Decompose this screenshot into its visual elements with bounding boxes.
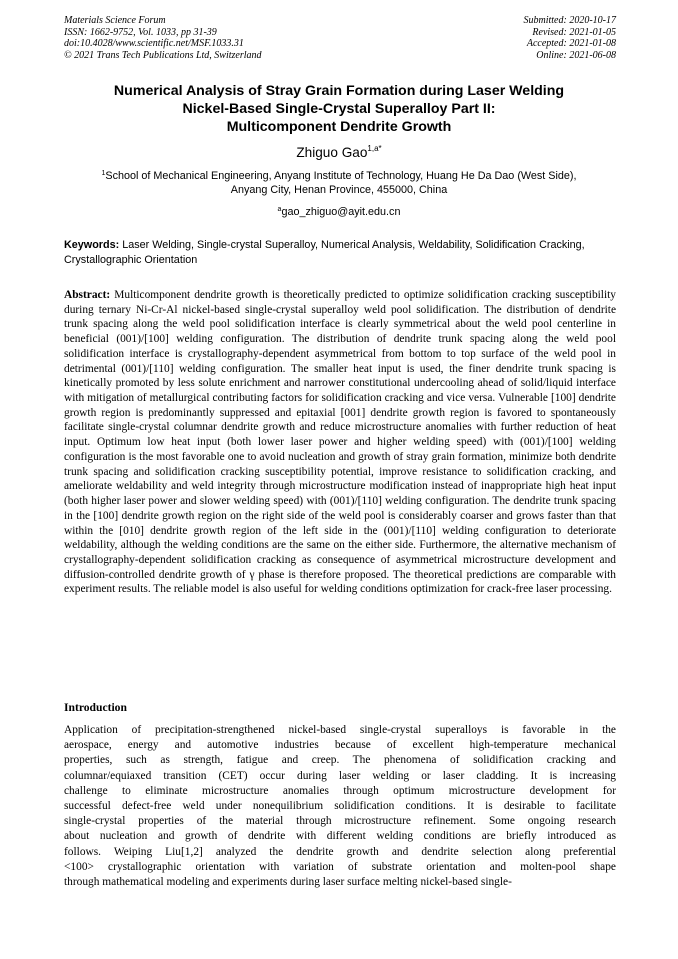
- author-name: Zhiguo Gao: [296, 145, 368, 160]
- author: [0, 144, 678, 161]
- author-affiliation-marker: 1,a*: [367, 144, 382, 153]
- email-address: gao_zhiguo@ayit.edu.cn: [281, 206, 401, 218]
- affiliation-line: School of Mechanical Engineering, Anyang Institute of Technology, Huang He Da Dao (West Side),: [105, 170, 577, 182]
- email-marker: a: [277, 206, 282, 213]
- introduction-line: aerospace, energy and automotive industries because of excellent high-temperature mechanical: [64, 739, 616, 752]
- introduction-line: challenge to eliminate microstructure anomalies through optimum microstructure development for: [64, 784, 616, 797]
- introduction-line: successful defect-free weld under nonequilibrium solidification conditions. It is desirable to facilitate: [64, 800, 616, 813]
- keywords: [64, 238, 616, 267]
- title-line: Nickel-Based Single-Crystal Superalloy Part II:: [182, 101, 496, 117]
- introduction-line: through mathematical modeling and experiments during laser surface melting nickel-based single-: [64, 876, 512, 889]
- introduction-heading: Introduction: [64, 701, 127, 714]
- introduction-body: [64, 723, 616, 890]
- affiliation-line: Anyang City, Henan Province, 455000, China: [230, 184, 448, 196]
- introduction-line: columnar/equiaxed transition (CET) occur during laser welding or laser cladding. It is increasing: [64, 769, 616, 782]
- online-date: Online: 2021-06-08: [536, 49, 616, 61]
- journal-info: [64, 15, 262, 61]
- introduction-line: <100> crystallographic orientation with variation of substrate orientation and molten-pool shape: [64, 860, 616, 873]
- affiliation-marker: 1: [101, 170, 106, 177]
- title-line: Multicomponent Dendrite Growth: [226, 119, 452, 135]
- introduction-line: follows. Weiping Liu[1,2] analyzed the dendrite growth and dendrite selection along preferential: [64, 845, 616, 858]
- accepted-date: Accepted: 2021-01-08: [526, 38, 616, 49]
- keywords-label: Keywords:: [64, 239, 120, 251]
- abstract-label: Abstract:: [64, 289, 111, 301]
- abstract: [64, 288, 616, 597]
- paper-title: [40, 82, 638, 136]
- publication-dates: [524, 15, 617, 61]
- title-line: Numerical Analysis of Stray Grain Formation during Laser Welding: [113, 83, 565, 99]
- issn-line: ISSN: 1662-9752, Vol. 1033, pp 31-39: [64, 26, 217, 38]
- abstract-text: Multicomponent dendrite growth is theoretically predicted to optimize solidification cracking susceptibility during ternary Ni-Cr-Al nickel-based single-crystal superalloy weld pool solidification. The distribution of dendrite trunk spacing along the weld pool solidification interface is clearly symmetrical about the weld pool centerline in beneficial (001)/[100] welding configuration. The distribution of dendrite trunk spacing along the weld pool solidification interface is crystallography-dependent asymmetrical from bottom to top surface of the weld pool in detrimental (001)/[110] welding configuration. The smaller heat input is used, the finer dendrite trunk spacing is kinetically promoted by less solute enrichment and narrower constitutional undercooling ahead of solid/liquid interface with mitigation of metallurgical contributing factors for solidification cracking and vice versa. Vulnerable [100] dendrite growth region is predominantly suppressed and epitaxial [001] dendrite growth region is favored to spontaneously facilitate single-crystal columnar dendrite growth and reduce microstructure anomalies with further reduction of heat input. Optimum low heat input (both lower laser power and higher welding speed) with (001)/[100] welding configuration is the most favorable one to avoid nucleation and growth of stray grain formation, minimize both dendrite trunk spacing and solidification cracking susceptibility potential, improve resistance to solidification cracking, and ameliorate weldability and weld integrity through microstructure modification instead of inappropriate high heat input (both higher laser power and slower welding speed) with (001)/[110] welding configuration. The dendrite trunk spacing in the [100] dendrite growth region on the right side of the weld pool is considerably coarser and grows faster than that within the [010] dendrite growth region of the left side in the (001)/[110] welding configuration to deteriorate weldability, although the welding conditions are the same on the either side. Furthermore, the alternative mechanism of crystallography-dependent solidification cracking as consequence of asymmetrical microstructure development and diffusion-controlled dendrite growth of γ phase is therefore proposed. The theoretical predictions are comparable with experiment results. The reliable model is also useful for welding conditions optimization for crack-free laser processing.: [64, 289, 616, 596]
- submitted-date: Submitted: 2020-10-17: [523, 15, 616, 26]
- introduction-line: Application of precipitation-strengthened nickel-based single-crystal superalloys is favorable in the: [64, 724, 616, 736]
- journal-name: Materials Science Forum: [64, 15, 166, 26]
- affiliation: [40, 169, 638, 197]
- revised-date: Revised: 2021-01-05: [532, 26, 616, 38]
- introduction-line: properties, such as strength, fatigue and creep. The phenomena of solidification cracking and: [64, 754, 616, 767]
- copyright-line: © 2021 Trans Tech Publications Ltd, Switzerland: [64, 49, 262, 61]
- introduction-line: single-crystal properties of the material through microstructure refinement. Some ongoing research: [64, 815, 616, 828]
- author-email: [0, 205, 678, 219]
- keywords-text: Laser Welding, Single-crystal Superalloy, Numerical Analysis, Weldability, Solidification Cracking, Crystallographic Orientation: [64, 239, 585, 266]
- doi-line: doi:10.4028/www.scientific.net/MSF.1033.31: [64, 38, 244, 49]
- introduction-line: about nucleation and growth of dendrite with different welding conditions are briefly introduced as: [64, 830, 616, 843]
